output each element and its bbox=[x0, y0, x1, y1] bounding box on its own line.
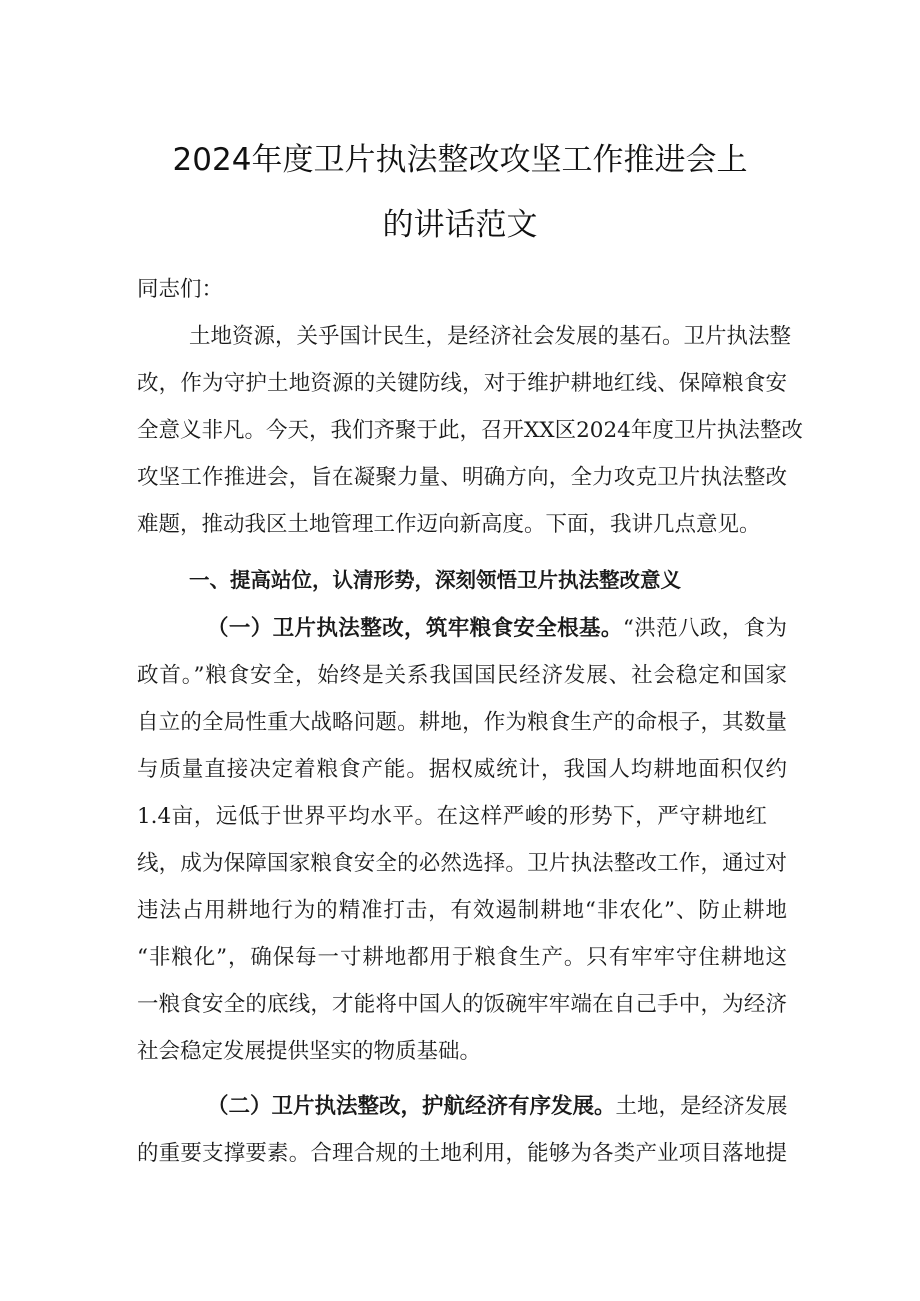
subsection-1-line-10: 社会稳定发展提供坚实的物质基础。 bbox=[137, 1039, 482, 1064]
subsection-1-line-7: 违法占用耕地行为的精准打击，有效遏制耕地“非农化”、防止耕地 bbox=[137, 898, 787, 923]
subsection-1-heading: （一）卫片执法整改，筑牢粮食安全根基。 bbox=[207, 616, 623, 641]
subsection-1-line-5: 1.4亩，远低于世界平均水平。在这样严峻的形势下，严守耕地红 bbox=[137, 804, 767, 829]
salutation: 同志们： bbox=[137, 277, 224, 302]
subsection-1-line-8: “非粮化”，确保每一寸耕地都用于粮食生产。只有牢牢守住耕地这 bbox=[137, 945, 787, 970]
subsection-2-text-start: 土地，是经济发展 bbox=[615, 1094, 788, 1119]
document-title-line-1: 2024年度卫片执法整改攻坚工作推进会上 bbox=[172, 142, 748, 178]
document-title-line-2: 的讲话范文 bbox=[382, 207, 538, 243]
section-1-heading: 一、提高站位，认清形势，深刻领悟卫片执法整改意义 bbox=[189, 568, 681, 592]
subsection-1-line-3: 自立的全局性重大战略问题。耕地，作为粮食生产的命根子，其数量 bbox=[137, 710, 787, 735]
subsection-1-line-6: 线，成为保障国家粮食安全的必然选择。卫片执法整改工作，通过对 bbox=[137, 851, 787, 876]
subsection-2-first-line bbox=[207, 1092, 787, 1122]
paragraph-1-line-1: 土地资源，关乎国计民生，是经济社会发展的基石。卫片执法整 bbox=[189, 324, 792, 349]
subsection-2-line-2: 的重要支撑要素。合理合规的土地利用，能够为各类产业项目落地提 bbox=[137, 1141, 787, 1166]
subsection-1-line-9: 一粮食安全的底线，才能将中国人的饭碗牢牢端在自己手中，为经济 bbox=[137, 992, 787, 1017]
paragraph-1-line-4: 攻坚工作推进会，旨在凝聚力量、明确方向，全力攻克卫片执法整改 bbox=[137, 465, 787, 490]
subsection-1-line-2: 政首。”粮食安全，始终是关系我国国民经济发展、社会稳定和国家 bbox=[137, 663, 787, 688]
paragraph-1-line-2: 改，作为守护土地资源的关键防线，对于维护耕地红线、保障粮食安 bbox=[137, 371, 787, 396]
subsection-1-first-line bbox=[207, 614, 787, 644]
paragraph-1-line-3: 全意义非凡。今天，我们齐聚于此，召开XX区2024年度卫片执法整改 bbox=[137, 418, 803, 443]
subsection-2-heading: （二）卫片执法整改，护航经济有序发展。 bbox=[207, 1094, 616, 1119]
subsection-1-line-4: 与质量直接决定着粮食产能。据权威统计，我国人均耕地面积仅约 bbox=[137, 757, 787, 782]
paragraph-1-line-5: 难题，推动我区土地管理工作迈向新高度。下面，我讲几点意见。 bbox=[137, 512, 761, 537]
subsection-1-quote-start: “洪范八政，食为 bbox=[622, 616, 787, 641]
